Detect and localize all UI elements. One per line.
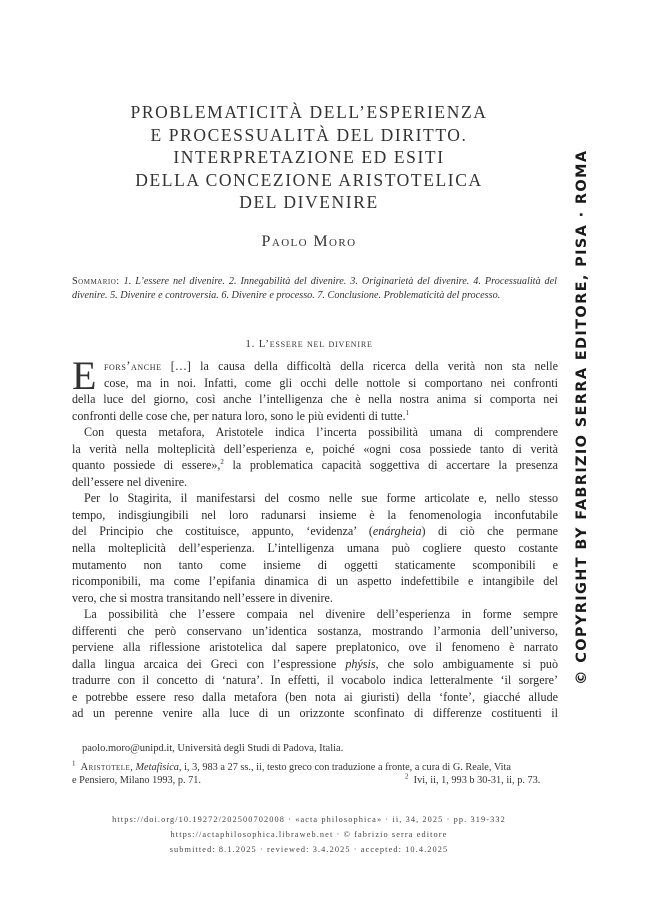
body-text: […] la causa della difficoltà della ricerca della verità non sta nelle: [161, 359, 558, 373]
footnote-ref[interactable]: 1: [405, 408, 409, 417]
title-line: PROBLEMATICITÀ DELL’ESPERIENZA: [130, 102, 488, 122]
body-text: ) di ciò che permane: [421, 524, 559, 539]
article-title: [60, 101, 558, 214]
summary-items: 1. L’essere nel divenire. 2. Innegabilità del divenire. 3. Originarietà del divenire. 4. Processualità del divenire. 5. Divenire e controversia. 6. Divenire e processo. 7. Conclusione. Problematicità del processo.: [72, 276, 557, 301]
footnotes: [72, 761, 558, 788]
footnote-text: , i, 3, 983 a 27 ss., ii, testo greco con traduzione a fronte, a cura di G. Reale, Vita: [178, 762, 511, 773]
footnote-text: Ivi, ii, 1, 993 b 30-31, ii, p. 73.: [413, 775, 541, 787]
author-affiliation: paolo.moro@unipd.it, Università degli Studi di Padova, Italia.: [82, 743, 344, 754]
body-line: [72, 523, 558, 540]
body-text: la problematica capacità soggettiva di accertare la presenza: [223, 458, 559, 473]
small-caps-opening: fors’anche: [104, 359, 162, 373]
body-text: , che solo ambiguamente si può: [375, 656, 558, 671]
summary-label: Sommario:: [72, 276, 120, 287]
body-line: [72, 457, 558, 474]
title-line: DELLA CONCEZIONE ARISTOTELICA: [135, 169, 483, 190]
body-text: quanto possiede di essere»,: [72, 458, 221, 473]
title-line: E PROCESSUALITÀ DEL DIRITTO.: [150, 124, 468, 145]
body-line: Con questa metafora, Aristotele indica l’incerta possibilità umana di comprendere: [84, 425, 558, 440]
title-line: INTERPRETAZIONE ED ESITI: [173, 147, 445, 167]
summary: [72, 275, 557, 302]
body-line: [72, 408, 558, 425]
footnote-1-cont: e Pensiero, Milano 1993, p. 71.: [72, 775, 201, 787]
body-line: la verità nella molteplicità dell’esperienza e, poiché «ogni cosa possiede tanto di verità: [72, 441, 558, 456]
dates-line: submitted: 8.1.2025 · reviewed: 3.4.2025 · accepted: 10.4.2025: [169, 845, 449, 854]
section-title: L’essere nel divenire: [258, 338, 373, 350]
body-line: della luce del giorno, così anche l’intelligenza che è nella nostra anima si comporta nei: [72, 392, 558, 407]
body-line: cose, ma in noi. Infatti, come gli occhi delle nottole si comportano nei confronti: [104, 375, 558, 390]
body-line: Per lo Stagirita, il manifestarsi del cosmo nelle sue forme articolate e, nello stesso: [84, 491, 558, 506]
body-text: confronti delle cose che, per natura loro, sono le più evidenti di tutte.: [72, 408, 406, 423]
footnote-1: $^1$ Aristotele, Metafisica, i, 3, 983 a 27 ss., ii, testo greco con traduzione a fronte, a cura di G. Reale, Vita: [72, 759, 511, 773]
body-line: perviene alla riflessione aristotelica dal sapere preplatonico, ove il fenomeno è narrato: [72, 640, 558, 655]
body-line: nella molteplicità dell’esperienza. L’intelligenza umana può cogliere questo costante: [72, 541, 558, 556]
body-line: mutamento non tanto come insieme di oggetti staticamente scomponibili e: [72, 557, 558, 572]
body-line: La possibilità che l’essere compaia nel divenire dell’esperienza in forme sempre: [84, 607, 558, 622]
body-text: del Principio che costituisce, appunto, ‘evidenza’ (: [72, 524, 373, 539]
section-number: 1.: [245, 338, 256, 350]
author-name: Paolo Moro: [261, 233, 357, 250]
body-line: tradurre con il concetto di ‘natura’. In effetti, il vocabolo indica letteralmente ‘il sorgere’: [72, 673, 558, 688]
title-line: DEL DIVENIRE: [239, 192, 379, 212]
body-line: vero, che si mostra transitando nell’essere in divenire.: [72, 590, 333, 605]
greek-term: enárgheia: [372, 524, 422, 539]
copyright-notice: © COPYRIGHT BY FABRIZIO SERRA EDITORE, PISA · ROMA: [574, 149, 590, 685]
footnote-author: Aristotele: [80, 762, 131, 773]
footnote-2: [405, 774, 540, 787]
footnote-work: Metafisica: [135, 762, 179, 773]
body-line: [72, 656, 558, 673]
body-line: e potrebbe essere reso dalla metafora (ben nota ai giuristi) della ‘fonte’, giacché allude: [72, 689, 558, 704]
body-line: ricomponibili, ma come l’epifania dinamica di un aspetto indefettibile e intangibile del: [72, 574, 558, 589]
website-line[interactable]: https://actaphilosophica.libraweb.net · © fabrizio serra editore: [170, 830, 448, 839]
body-text: dalla lingua arcaica dei Greci con l’espressione: [72, 656, 346, 671]
greek-term: phýsis: [345, 656, 376, 671]
footnote-ref[interactable]: 2: [220, 458, 224, 467]
body-line: tempo, indisgiungibili nel loro radunarsi insieme è la fenomenologia inconfutabile: [72, 507, 558, 522]
footnote-number: 1: [72, 759, 76, 768]
body-line: differenti che però conservano un’identica sostanza, mostrando l’armonia dell’universo,: [72, 623, 558, 638]
footnote-number: 2: [405, 772, 409, 781]
body-line: ad un perenne venire alla luce di un orizzonte sconfinato di differenze costituenti il: [72, 706, 558, 721]
body-line: dell’essere nel divenire.: [72, 474, 188, 489]
body-line: [72, 358, 558, 375]
article-body: [72, 353, 559, 722]
drop-cap: E: [72, 353, 97, 398]
section-heading: [60, 338, 558, 350]
doi-line[interactable]: https://doi.org/10.19272/202500702008 · «acta philosophica» · ii, 34, 2025 · pp. 319-332: [112, 815, 506, 824]
